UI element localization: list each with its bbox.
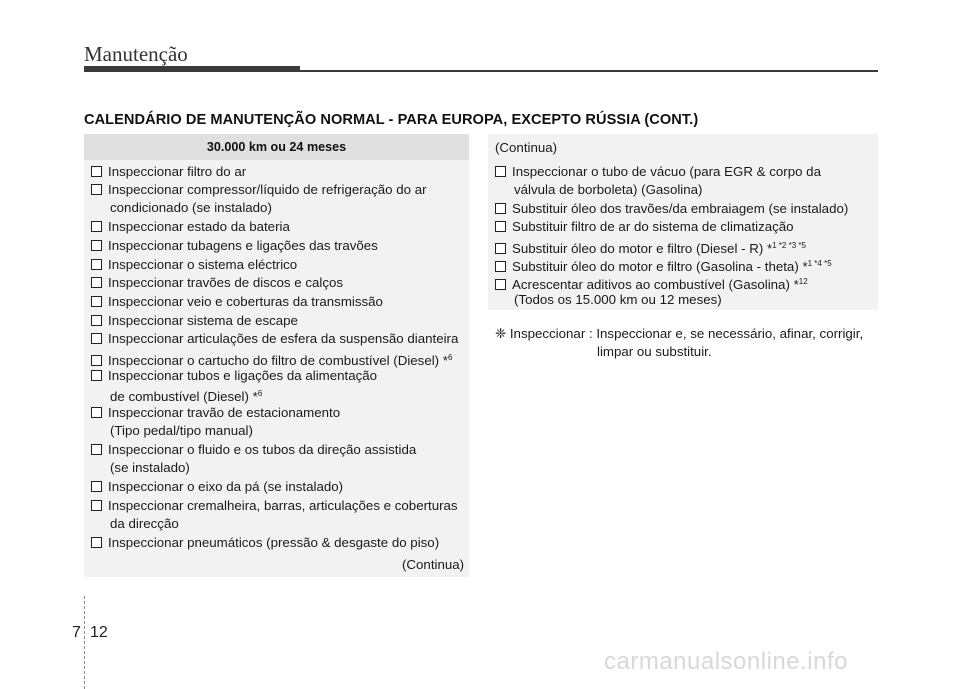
list-item: Inspeccionar cremalheira, barras, articulações e coberturas [91,497,458,515]
list-item: Inspeccionar articulações de esfera da suspensão dianteira [91,330,458,348]
checkbox-icon [91,370,102,381]
list-item: Inspeccionar sistema de escape [91,312,298,330]
list-item: Inspeccionar pneumáticos (pressão & desgaste do piso) [91,534,439,552]
list-item: Acrescentar aditivos ao combustível (Gasolina) *$^{12}$ [495,273,808,294]
page-divider [84,596,86,689]
list-item: Inspeccionar o tubo de vácuo (para EGR & corpo da [495,163,821,181]
header-rule-thin [300,70,878,72]
section-title: CALENDÁRIO DE MANUTENÇÃO NORMAL - PARA EUROPA, EXCEPTO RÚSSIA (CONT.) [84,112,699,128]
list-item: Inspeccionar estado da bateria [91,218,290,236]
continua-label: (Continua) [402,557,465,572]
list-item: Inspeccionar travões de discos e calços [91,274,343,292]
list-item: Inspeccionar o eixo da pá (se instalado) [91,478,343,496]
checkbox-icon [91,481,102,492]
checkbox-icon [91,537,102,548]
checkbox-icon [91,277,102,288]
interval-header: 30.000 km ou 24 meses [84,134,469,160]
header-title: Manutenção [84,42,188,66]
checkbox-icon [91,221,102,232]
list-item: Substituir óleo do motor e filtro (Diesel - R) *$^{1 *2 *3 *5}$ [495,237,806,258]
list-item: Substituir filtro de ar do sistema de climatização [495,218,794,236]
checkbox-icon [91,355,102,366]
list-item: Inspeccionar o sistema eléctrico [91,256,297,274]
continua-label: (Continua) [495,140,558,155]
checkbox-icon [495,261,506,272]
checkbox-icon [91,407,102,418]
checkbox-icon [91,184,102,195]
checkbox-icon [91,259,102,270]
list-item-continuation: de combustível (Diesel) *$^6$ [110,389,263,404]
checkbox-icon [91,500,102,511]
page-number: 12 [90,624,108,641]
list-item: Substituir óleo dos travões/da embraiagem (se instalado) [495,200,848,218]
list-item: Inspeccionar tubos e ligações da alimentação [91,367,377,385]
list-item: Inspeccionar o fluido e os tubos da direção assistida [91,441,416,459]
list-item: Inspeccionar compressor/líquido de refrigeração do ar [91,181,427,199]
checkbox-icon [91,444,102,455]
list-item-continuation: válvula de borboleta) (Gasolina) [514,182,703,197]
inspection-note [495,325,863,343]
chapter-number: 7 [72,624,81,641]
checkbox-icon [495,279,506,290]
list-item-continuation: condicionado (se instalado) [110,200,272,215]
note-symbol-icon: ❈ [495,326,507,341]
header-rule-thick [84,66,300,72]
list-item: Inspeccionar veio e coberturas da transmissão [91,293,383,311]
list-item-continuation: (Todos os 15.000 km ou 12 meses) [514,292,722,307]
list-item-continuation: (se instalado) [110,460,190,475]
checkbox-icon [495,203,506,214]
checkbox-icon [495,221,506,232]
checkbox-icon [495,243,506,254]
watermark: carmanualsonline.info [604,648,848,675]
list-item: Inspeccionar travão de estacionamento [91,404,340,422]
checkbox-icon [91,296,102,307]
note-line-1: Inspeccionar e, se necessário, afinar, corrigir, [596,326,864,341]
list-item: Inspeccionar tubagens e ligações das travões [91,237,378,255]
checkbox-icon [91,240,102,251]
checkbox-icon [91,315,102,326]
note-line-2: limpar ou substituir. [597,344,712,359]
checkbox-icon [91,166,102,177]
list-item: Substituir óleo do motor e filtro (Gasolina - theta) *$^{1 *4 *5}$ [495,255,832,276]
checkbox-icon [91,333,102,344]
list-item-continuation: da direcção [110,516,179,531]
checkbox-icon [495,166,506,177]
list-item-continuation: (Tipo pedal/tipo manual) [110,423,253,438]
list-item: Inspeccionar filtro do ar [91,163,246,181]
note-label: Inspeccionar : [509,326,593,341]
list-item: Inspeccionar o cartucho do filtro de combustível (Diesel) *$^6$ [91,349,452,370]
